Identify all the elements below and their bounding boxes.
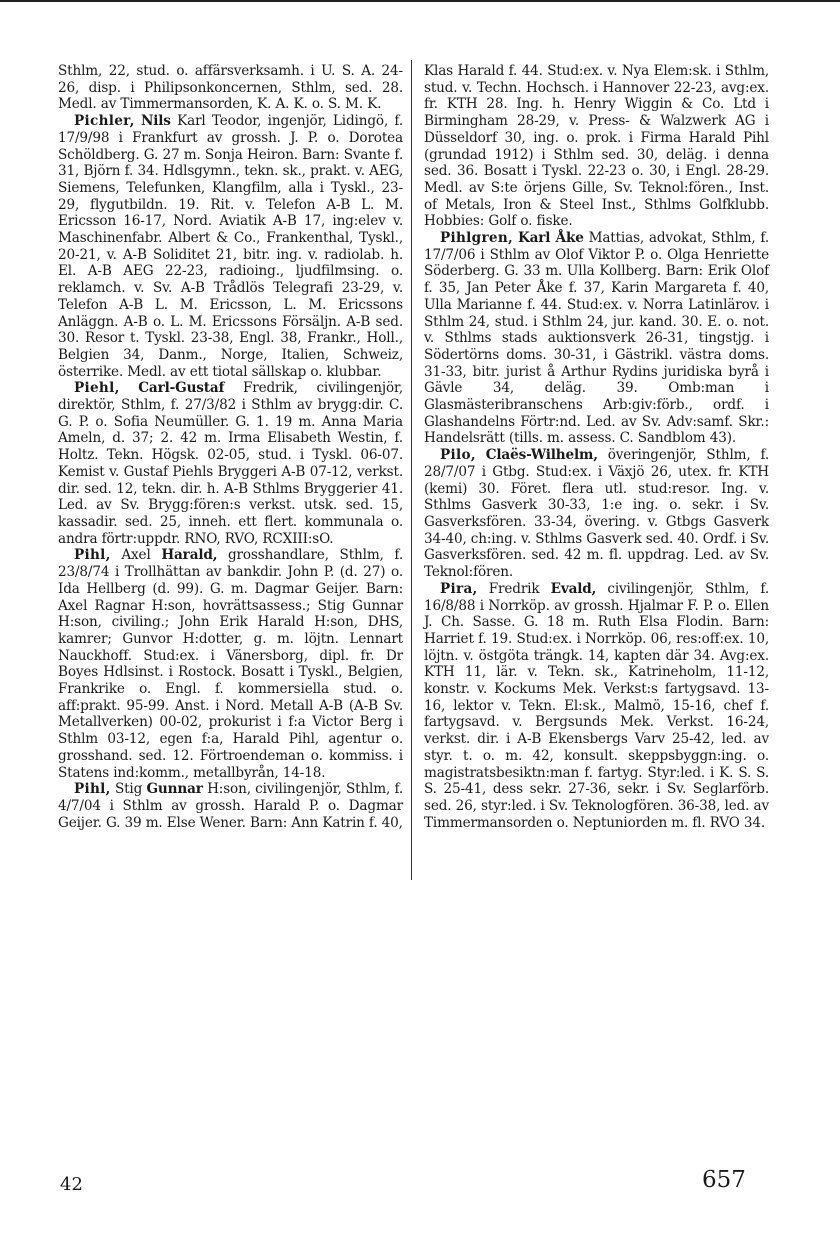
entry-surname: Pichler, (74, 113, 135, 130)
entry-pichler-nils (58, 113, 403, 380)
entry-given-name: Carl-Gustaf (138, 380, 225, 397)
left-column (58, 63, 403, 831)
entry-text: Karl Teodor, ingenjör, Lidingö, f. 17/9/98 i Frankfurt av grossh. J. P. o. Dorotea Schöldberg. G. 27 m. Sonja Heiron. Barn: Svante f. 31, Björn f. 34. Hdlsgymn., tekn. sk., prakt. v. AEG, Siemens, Telefunken, Klangfilm, alla i Tyskl., 23-29, flygutbildn. 19. Rit. v. Telefon A-B L. M. Ericsson 16-17, Nord. Aviatik A-B 17, ing:elev v. Maschinenfabr. Albert & Co., Frankenthal, Tyskl., 20-21, v. A-B Soliditet 21, bitr. ing. v. radiolab. h. El. A-B AEG 22-23, radioing., ljudfilmsing. o. reklamch. v. Sv. A-B Trådlös Telegrafi 23-29, v. Telefon A-B L. M. Ericsson, L. M. Ericssons Anläggn. A-B o. L. M. Ericssons Försäljn. A-B sed. 30. Resor t. Tyskl. 23-38, Engl. 38, Frankr., Holl., Belgien 34, Danm., Norge, Italien, Schweiz, österrike. Medl. av ett tiotal sällskap o. klubbar. (58, 113, 403, 380)
entry-given-name: Karl Åke (517, 230, 584, 247)
entry-pilo-claes-wilhelm (424, 447, 769, 581)
entry-surname: Pihl, (74, 547, 111, 564)
entry-pihl-axel-harald (58, 547, 403, 781)
left-continuation-text: Sthlm, 22, stud. o. affärsverksamh. i U. S. A. 24-26, disp. i Philipsonkoncernen, Sthlm, sed. 28. Medl. av Timmermansorden, K. A. K. o. S. M. K. (58, 63, 403, 113)
entry-text: överingenjör, Sthlm, f. 28/7/07 i Gtbg. Stud:ex. i Växjö 26, utex. fr. KTH (kemi) 30. Föret. flera utl. stud:resor. Ing. v. Sthlms Gasverk 30-33, 1:e ing. o. sekr. i Sv. Gasverksfören. 33-34, övering. v. Gtbgs Gasverk 34-40, ch:ing. v. Sthlms Gasverk sed. 40. Ordf. i Sv. Gasverksfören. sed. 42 m. fl. uppdrag. Led. av Sv. Teknol:fören. (424, 447, 770, 581)
entry-pihlgren-karl-ake (424, 230, 769, 447)
entry-text: Mattias, advokat, Sthlm, f. 17/7/06 i Sthlm av Olof Viktor P. o. Olga Henriette Söderberg. G. 33 m. Ulla Kollberg. Barn: Erik Olof f. 35, Jan Peter Åke f. 37, Karin Margareta f. 40, Ulla Marianne f. 44. Stud:ex. v. Norra Latinlärov. i Sthlm 24, stud. i Sthlm 24, jur. kand. 30. E. o. not. v. Sthlms stads auktionsverk 26-31, tingstjg. i Södertörns doms. 30-31, i Gästrikl. västra doms. 31-33, bitr. jurist å Arthur Rydins juridiska byrå i Gävle 34, deläg. 39. Omb:man i Glasmästeribranschens Arb:giv:förb., ordf. i Glashandelns Förtr:nd. Led. av Sv. Adv:samf. Skr.: Handelsrätt (tills. m. assess. C. Sandblom 43). (424, 230, 769, 447)
left-page-number: 42 (60, 1174, 83, 1195)
right-column (424, 63, 769, 831)
entry-surname: Piehl, (74, 380, 120, 397)
entry-surname: Pihl, (74, 781, 111, 798)
entry-given-name: Evald, (550, 580, 597, 597)
entry-pira-fredrik-evald (424, 581, 769, 832)
entry-given-prefix: Axel (121, 547, 151, 564)
entry-text: grosshandlare, Sthlm, f. 23/8/74 i Trollhättan av bankdir. John P. (d. 27) o. Ida Hellberg (d. 99). G. m. Dagmar Geijer. Barn: Axel Ragnar H:son, hovrättsassess.; Stig Gunnar H:son, civiling.; John Erik Harald H:son, DHS, kamrer; Gunvor H:dotter, g. m. löjtn. Lennart Nauckhoff. Stud:ex. i Vänersborg, dipl. fr. Dr Boyes Hdlsinst. i Rostock. Bosatt i Tyskl., Belgien, Frankrike o. Engl. f. kommersiella stud. o. aff:prakt. 95-99. Anst. i Nord. Metall A-B (A-B Sv. Metallverken) 00-02, prokurist i f:a Victor Berg i Sthlm 03-12, egen f:a, Harald Pihl, agentur o. grosshand. sed. 12. Förtroendeman o. kommiss. i Statens ind:komm., metallbyrån, 14-18. (58, 547, 403, 781)
entry-surname: Pira, (440, 580, 478, 597)
entry-text: Fredrik, civilingenjör, direktör, Sthlm, f. 27/3/82 i Sthlm av brygg:dir. C. G. P. o. Sofia Neumüller. G. 1. 19 m. Anna Maria Ameln, d. 37; 2. 42 m. Irma Elisabeth Westin, f. Holtz. Tekn. Högsk. 02-05, stud. i Tyskl. 06-07. Kemist v. Gustaf Piehls Bryggeri A-B 07-12, verkst. dir. sed. 12, tekn. dir. h. A-B Sthlms Bryggerier 41. Led. av Sv. Brygg:fören:s verkst. utsk. sed. 15, kassadir. sed. 25, inneh. ett flert. kommunala o. andra förtr:uppdr. RNO, RVO, RCXIII:sO. (58, 380, 404, 547)
entry-surname: Pilo, (440, 447, 476, 464)
entry-text: H:son, civilingenjör, Sthlm, f. 4/7/04 i Sthlm av grossh. Harald P. o. Dagmar Geijer. G. 39 m. Else Wener. Barn: Ann Katrin f. 40, (58, 781, 404, 831)
right-page-number: 657 (702, 1167, 746, 1193)
entry-given-name: Harald, (161, 547, 218, 564)
entry-given-name: Nils (140, 113, 171, 130)
entry-pihl-stig-gunnar (58, 781, 403, 831)
entry-given-prefix: Fredrik (488, 580, 540, 597)
top-border-rule (0, 0, 840, 2)
right-continuation-text: Klas Harald f. 44. Stud:ex. v. Nya Elem:sk. i Sthlm, stud. v. Techn. Hochsch. i Hannover 22-23, avg:ex. fr. KTH 28. Ing. h. Henry Wiggin & Co. Ltd i Birmingham 28-29, v. Press- & Walzwerk AG i Düsseldorf 30, ing. o. prok. i Firma Harald Pihl (grundad 1912) i Sthlm sed. 30, deläg. i denna sed. 36. Bosatt i Tyskl. 22-23 o. 30, i Engl. 28-29. Medl. av S:te örjens Gille, Sv. Teknol:fören., Inst. of Metals, Iron & Steel Inst., Sthlms Golfklubb. Hobbies: Golf o. fiske. (424, 63, 769, 230)
entry-surname: Pihlgren, (440, 230, 514, 247)
entry-piehl-carl-gustaf (58, 380, 403, 547)
column-divider (411, 60, 412, 880)
entry-given-name: Gunnar (146, 781, 203, 798)
entry-given-name: Claës-Wilhelm, (485, 447, 598, 464)
entry-text: civilingenjör, Sthlm, f. 16/8/88 i Norrköp. av grossh. Hjalmar F. P. o. Ellen J. Ch. Sasse. G. 18 m. Ruth Elsa Flodin. Barn: Harriet f. 19. Stud:ex. i Norrköp. 06, res:off:ex. 10, löjtn. v. östgöta trängk. 14, kapten där 34. Avg:ex. KTH 11, lär. v. Tekn. sk., Katrineholm, 11-12, konstr. v. Kockums Mek. Verkst:s fartygsavd. 13-16, lektor v. Tekn. El:sk., Malmö, 15-16, chef f. fartygsavd. v. Bergsunds Mek. Verkst. 16-24, verkst. dir. i A-B Ekensbergs Varv 25-42, led. av styr. t. o. m. 42, konsult. skeppsbyggn:ing. o. magistratsbesiktn:man f. fartyg. Styr:led. i K. S. S. S. 25-41, dess sekr. 27-36, sekr. i Sv. Seglarförb. sed. 26, styr:led. i Sv. Teknologfören. 36-38, led. av Timmermansorden o. Neptuniorden m. fl. RVO 34. (424, 580, 769, 831)
entry-given-prefix: Stig (114, 781, 143, 798)
